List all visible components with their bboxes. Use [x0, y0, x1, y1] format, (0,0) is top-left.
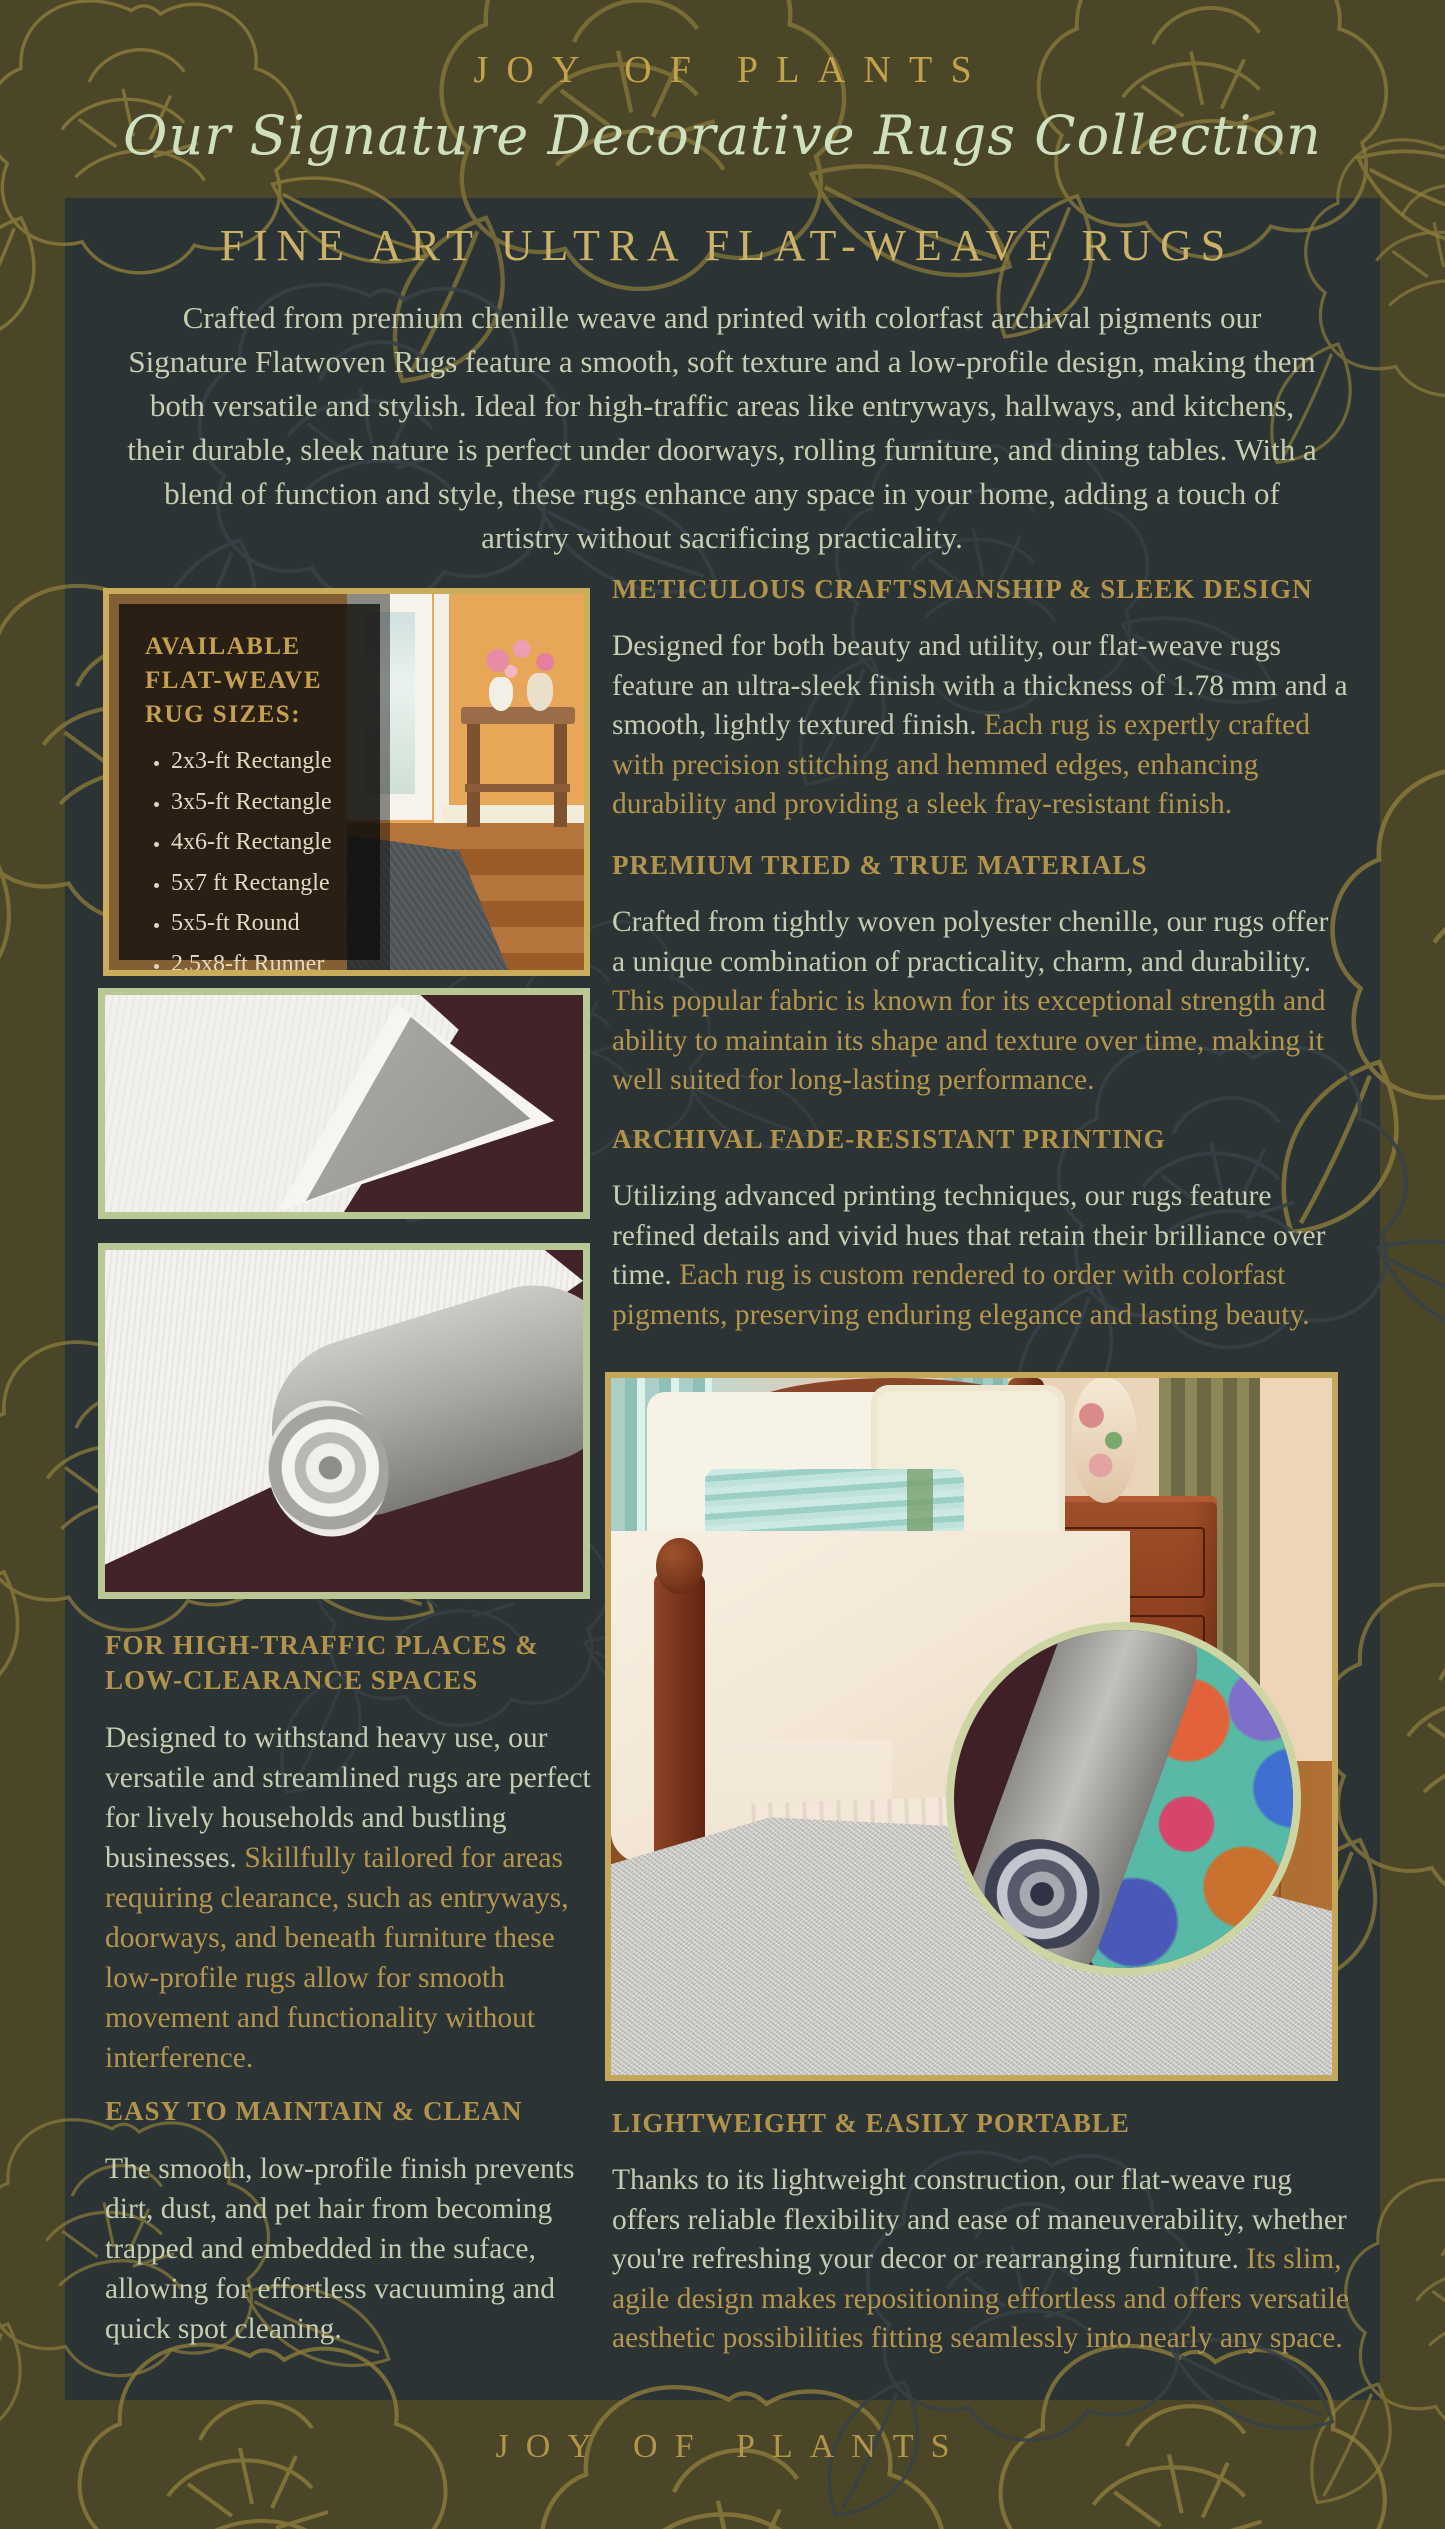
section-heading: ARCHIVAL FADE-RESISTANT PRINTING [612, 1124, 1166, 1154]
section-easy-clean [105, 2094, 591, 2349]
body-lead: Crafted from tightly woven polyester chenille, our rugs offer a unique combination of practicality, charm, and durability. [612, 906, 1329, 978]
size-item: • 5x7 ft Rectangle [171, 870, 370, 897]
rug-rolled-corner-photo [98, 1243, 590, 1599]
rolled-rug-inset-circle [946, 1622, 1301, 1976]
body-highlight: This popular fabric is known for its exceptional strength and ability to maintain its shape and texture over time, making it well suited for long-lasting performance. [612, 985, 1326, 1096]
section-heading: EASY TO MAINTAIN & CLEAN [105, 2096, 523, 2126]
body-highlight: Skillfully tailored for areas requiring clearance, such as entryways, doorways, and beneath furniture these low-profile rugs allow for smooth movement and functionality without interference. [105, 1842, 569, 2074]
console-table-leg [554, 724, 567, 827]
body-lead: Thanks to its lightweight construction, our flat-weave rug offers reliable flexibility and ease of maneuverability, whether you're refreshing your decor or rearranging furniture. [612, 2164, 1347, 2275]
section-body [612, 627, 1348, 825]
intro-paragraph: Crafted from premium chenille weave and printed with colorfast archival pigments our Signature Flatwoven Rugs feature a smooth, soft texture and a low-profile design, making them both versatile and stylish. Ideal for high-traffic areas like entryways, hallways, and kitchens, their durable, sleek nature is perfect under doorways, rolling furniture, and dining tables. With a blend of function and style, these rugs enhance any space in your home, adding a touch of artistry without sacrificing practicality. [127, 300, 1317, 555]
rug-folded-corner-photo [98, 988, 590, 1219]
size-item: • 2x3-ft Rectangle [171, 748, 370, 775]
brand-wordmark-top: JOY OF PLANTS [473, 49, 990, 91]
body-highlight: Each rug is custom rendered to order with colorfast pigments, preserving enduring elegance and lasting beauty. [612, 1259, 1310, 1331]
section-body [105, 1718, 591, 2078]
section-heading: PREMIUM TRIED & TRUE MATERIALS [612, 850, 1148, 880]
entryway-rug-photo [103, 588, 590, 976]
flower-vase [489, 677, 513, 711]
console-table-leg [467, 724, 480, 827]
size-item: • 2.5x8-ft Runner [171, 951, 370, 977]
size-item: • 3x5-ft Rectangle [171, 789, 370, 816]
sizes-list [137, 748, 370, 976]
body-lead: The smooth, low-profile finish prevents dirt, dust, and pet hair from becoming trapped and embedded in the suface, allowing for effortless vacuuming and quick spot cleaning. [105, 2153, 575, 2345]
body-lead: Designed for both beauty and utility, our flat-weave rugs feature an ultra-sleek finish with a thickness of 1.78 mm and a smooth, lightly textured finish. [612, 630, 1348, 741]
bedroom-rug-photo [605, 1372, 1338, 2081]
body-lead: Utilizing advanced printing techniques, our rugs feature refined details and vivid hues that retain their brilliance over time. [612, 1180, 1326, 1291]
size-item: • 5x5-ft Round [171, 910, 370, 937]
bed-post-finial [656, 1538, 702, 1594]
body-highlight: Its slim, agile design makes repositioning effortless and offers versatile aesthetic possibilities fitting seamlessly into nearly any space. [612, 2243, 1350, 2354]
console-table-shelf [465, 784, 570, 792]
section-craftsmanship [612, 572, 1348, 825]
body-highlight: Each rug is expertly crafted with precision stitching and hemmed edges, enhancing durability and providing a sleek fray-resistant finish. [612, 709, 1310, 820]
flower-vase [527, 673, 553, 711]
section-heading: FOR HIGH-TRAFFIC PLACES & LOW-CLEARANCE SPACES [105, 1630, 539, 1695]
size-item: • 4x6-ft Rectangle [171, 829, 370, 856]
brand-wordmark-footer: JOY OF PLANTS [495, 2428, 967, 2465]
section-body [612, 903, 1348, 1101]
section-heading: METICULOUS CRAFTSMANSHIP & SLEEK DESIGN [612, 574, 1313, 604]
section-materials [612, 848, 1348, 1101]
section-portable [612, 2106, 1352, 2359]
available-sizes-panel [119, 604, 380, 976]
section-heading: LIGHTWEIGHT & EASILY PORTABLE [612, 2108, 1130, 2138]
entry-console-table [461, 707, 575, 827]
section-body [105, 2149, 591, 2349]
section-body [612, 1177, 1348, 1335]
sizes-heading: AVAILABLE FLAT-WEAVE RUG SIZES: [145, 633, 323, 728]
section-body [612, 2161, 1352, 2359]
collection-script-subtitle: Our Signature Decorative Rugs Collection [123, 104, 1322, 167]
section-printing [612, 1122, 1348, 1335]
page-title: FINE ART ULTRA FLAT-WEAVE RUGS [219, 221, 1235, 270]
section-high-traffic [105, 1628, 591, 2078]
body-lead: Designed to withstand heavy use, our versatile and streamlined rugs are perfect for lively households and bustling businesses. [105, 1722, 591, 1874]
entry-door-trim [434, 594, 448, 827]
